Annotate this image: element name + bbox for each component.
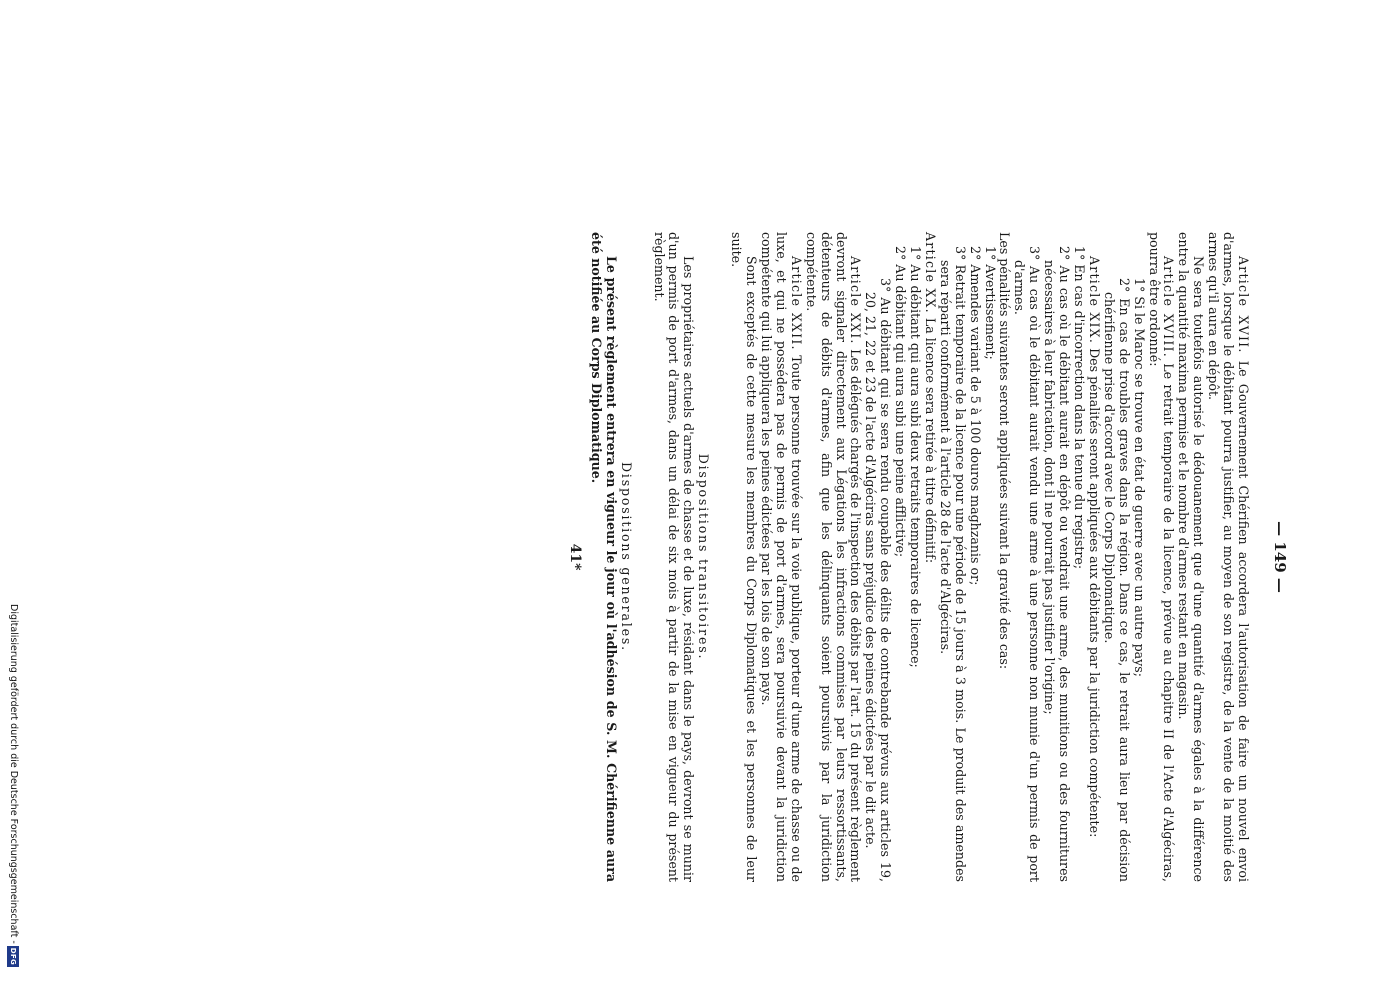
list-item-text: 2° En cas de troubles graves dans la région. Dans ce cas, le retrait aura lieu par décision chérifienne prise d'accord avec le Corps Diplomatique. — [1101, 278, 1132, 882]
list-item — [892, 232, 907, 882]
page-number: 149 — [1271, 541, 1289, 573]
signature-mark: 41* — [567, 543, 583, 571]
article-19 — [1086, 232, 1101, 882]
page-number-dash-right: — — [1271, 572, 1289, 593]
list-item-text: 1° Au débitant qui aura subi deux retraits temporaires de licence; — [908, 246, 924, 668]
list-item-text: 3° Retrait temporaire de la licence pour une période de 15 jours à 3 mois. Le produit des amendes sera réparti conformément à l'article 28 de l'acte d'Algéciras. — [937, 246, 968, 882]
article-18 — [1146, 232, 1176, 882]
section-heading-generales: Dispositions generales. — [618, 462, 634, 652]
section-text-transitoires: Les propriétaires actuels d'armes de chasse et de luxe, résidant dans le pays, devront se munir d'un permis de port d'armes, dans un délai de six mois à partir de la mise en vigueur du présent règlement. — [651, 232, 697, 882]
list-item — [967, 232, 982, 882]
section-text-generales: Le présent règlement entrera en vigueur le jour où l'adhésion de S. M. Chérifienne aura été notifiée au Corps Diplomatique. — [588, 232, 619, 882]
page-number-dash-left: — — [1271, 521, 1289, 542]
digitization-credit — [6, 604, 20, 967]
list-item — [862, 232, 892, 882]
article-text: La licence sera retirée à titre définitif: — [922, 313, 938, 564]
article-text: Toute personne trouvée sur la voie publique, porteur d'une arme de chasse ou de luxe, et qui ne possédera pas de permis de port d'armes, sera poursuivie devant la juridiction compétente qui lui appliquera les peines édictées par les lois de son pays. — [759, 232, 804, 882]
credit-text: Digitalisierung gefördert durch die Deutsche Forschungsgemeinschaft - — [8, 604, 19, 944]
article-text: Le retrait temporaire de la licence, prévue au chapitre II de l'Acte d'Algéciras, pourra être ordonné: — [1146, 232, 1177, 883]
article-text: Des pénalités seront appliquées aux débitants par la juridiction compétente: — [1086, 344, 1102, 838]
list-item — [907, 232, 922, 882]
article-heading: Article XXI. — [848, 256, 864, 345]
article-heading: Article XX. — [922, 232, 938, 314]
list-item — [937, 232, 967, 882]
paragraph — [997, 232, 1012, 882]
section-heading-transitoires: Dispositions transitoires. — [696, 453, 712, 661]
article-heading: Article XIX. — [1086, 256, 1102, 345]
list-item-text: 2° Au débitant qui aura subi une peine afflictive; — [893, 246, 909, 558]
list-item-text: 1° En cas d'incorrection dans la tenue du registre; — [1072, 246, 1088, 570]
list-item — [1131, 232, 1146, 882]
article-text: Les délégués chargés de l'inspection des débits par l'art. 15 du présent règlement devront signaler directement aux Légations les infractions commises par leurs ressortissants, détenteurs de débits d'armes, afin que les délinquants soient poursuivis par la juridiction compétente. — [803, 232, 864, 882]
list-item-text: 1° Si le Maroc se trouve en état de guerre avec un autre pays; — [1131, 278, 1147, 677]
list-item — [1071, 232, 1086, 882]
article-22 — [758, 232, 803, 882]
list-item — [1101, 232, 1131, 882]
article-17 — [1205, 232, 1250, 882]
paragraph — [728, 232, 758, 882]
paragraph — [1175, 232, 1205, 882]
page-header — [1270, 232, 1290, 882]
article-20 — [922, 232, 937, 882]
list-item-text: 3° Au cas où le débitant aurait vendu une arme à une personne non munie d'un permis de port d'armes. — [1012, 246, 1043, 882]
article-21 — [803, 232, 863, 882]
list-item — [1041, 232, 1071, 882]
article-heading: Article XVIII. — [1161, 256, 1177, 358]
list-item-text: 1° Avertissement; — [982, 246, 998, 360]
paragraph-text: Ne sera toutefois autorisé le dédouanement que d'une quantité d'armes égales à la différence entre la quantité maxima permise et le nombre d'armes restant en magasin. — [1176, 232, 1207, 882]
list-item-text: 3° Au débitant qui se sera rendu coupable des délits de contrebande prévus aux articles 19, 20, 21, 22 et 23 de l'acte d'Algéciras sans préjudice des peines édictées par le dit acte. — [863, 278, 894, 882]
dfg-logo: DFG — [9, 947, 17, 965]
paragraph-text: Les pénalités suivantes seront appliquées suivant la gravité des cas: — [997, 232, 1013, 670]
article-heading: Article XXII. — [788, 256, 804, 351]
body-text — [588, 232, 1250, 882]
rotated-page — [380, 232, 1290, 882]
list-item — [982, 232, 997, 882]
list-item-text: 2° Amendes variant de 5 à 100 douros maghzanis or; — [967, 246, 983, 586]
article-heading: Article XVII. — [1236, 256, 1251, 354]
list-item-text: 2° Au cas où le débitant aurait en dépôt ou vendrait une arme, des munitions ou des fournitures nécessaires à leur fabrication, dont il ne pourrait pas justifier l'origine; — [1042, 246, 1073, 882]
article-text: Le Gouvernement Chérifien accordera l'autorisation de faire un nouvel envoi d'armes, lorsque le débitant pourra justifier, au moyen de son registre, de la vente de la moitié des armes qu'il aura en dépôt. — [1206, 232, 1251, 882]
list-item — [1012, 232, 1042, 882]
paragraph-text: Sont exceptés de cette mesure les membres du Corps Diplomatiques et les personnes de leur suite. — [729, 232, 760, 882]
